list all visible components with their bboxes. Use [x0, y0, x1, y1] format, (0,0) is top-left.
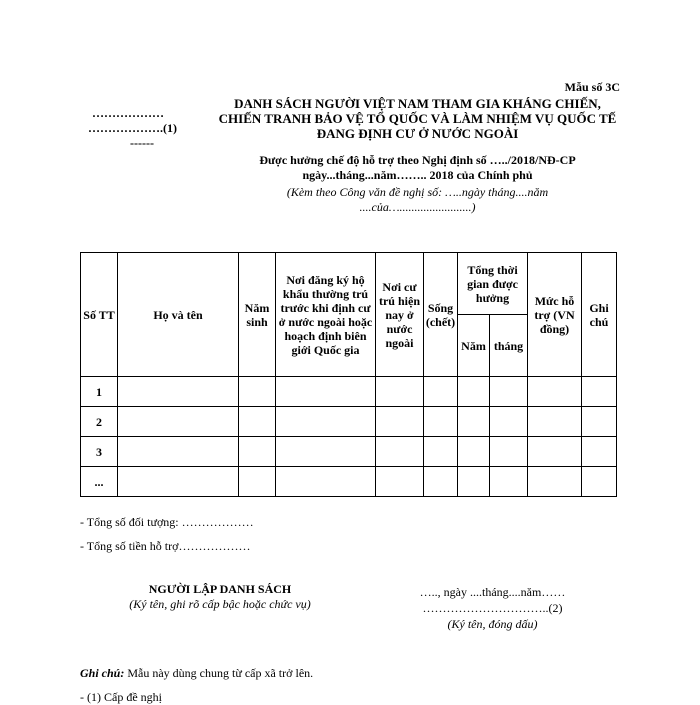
cell-birth-year	[239, 407, 276, 437]
cell-months	[490, 467, 528, 497]
cell-notes	[582, 377, 617, 407]
cell-notes	[582, 467, 617, 497]
table-row	[81, 437, 617, 467]
issuing-agency-block	[80, 106, 210, 151]
header-years: Năm	[458, 315, 490, 377]
note-label: Ghi chú:	[80, 666, 125, 680]
row-number: ...	[81, 467, 118, 497]
cell-prev-residence	[276, 467, 376, 497]
row-number: 1	[81, 377, 118, 407]
cell-current-residence	[376, 437, 424, 467]
header-prev-residence: Nơi đăng ký hộ khẩu thường trú trước khi định cư ở nước ngoài hoặc hoạch định biên giới Quốc gia	[276, 253, 376, 377]
cell-birth-year	[239, 377, 276, 407]
header-months: tháng	[490, 315, 528, 377]
subtitle-line-1: Được hưởng chế độ hỗ trợ theo Nghị định số …../2018/NĐ-CP	[259, 153, 576, 167]
header-current-residence: Nơi cư trú hiện nay ở nước ngoài	[376, 253, 424, 377]
agency-line-2: ……………….(1)	[88, 121, 177, 135]
authority-instruction: (Ký tên, đóng dấu)	[447, 617, 538, 631]
cell-name	[118, 377, 239, 407]
header-alive-dead: Sống (chết)	[424, 253, 458, 377]
cell-current-residence	[376, 407, 424, 437]
cell-prev-residence	[276, 407, 376, 437]
cell-support-amount	[528, 407, 582, 437]
cell-prev-residence	[276, 377, 376, 407]
cell-current-residence	[376, 377, 424, 407]
signature-authority-line: …………………………..(2)	[422, 601, 563, 615]
cell-name	[118, 467, 239, 497]
agency-separator: ------	[130, 136, 154, 150]
cell-current-residence	[376, 467, 424, 497]
recipients-table	[80, 252, 617, 497]
total-support-money: - Tổng số tiền hỗ trợ………………	[80, 539, 251, 553]
form-number: Mẫu số 3C	[564, 80, 620, 94]
cell-alive-dead	[424, 467, 458, 497]
cell-alive-dead	[424, 437, 458, 467]
header-total-time: Tổng thời gian được hưởng	[458, 253, 528, 315]
cell-support-amount	[528, 467, 582, 497]
header-support-amount: Mức hỗ trợ (VN đồng)	[528, 253, 582, 377]
header-birth-year: Năm sinh	[239, 253, 276, 377]
cell-name	[118, 407, 239, 437]
table-row	[81, 407, 617, 437]
cell-prev-residence	[276, 437, 376, 467]
cell-notes	[582, 407, 617, 437]
document-subtitle	[215, 153, 620, 183]
header-stt: Số TT	[81, 253, 118, 377]
row-number: 3	[81, 437, 118, 467]
cell-years	[458, 377, 490, 407]
cell-support-amount	[528, 437, 582, 467]
authority-signature-block	[380, 584, 605, 632]
cell-name	[118, 437, 239, 467]
cell-years	[458, 467, 490, 497]
note-block	[80, 666, 313, 681]
totals-block	[80, 510, 254, 558]
cell-years	[458, 437, 490, 467]
preparer-title: NGƯỜI LẬP DANH SÁCH	[148, 582, 292, 596]
agency-line-1: ………………	[92, 106, 164, 120]
table-row	[81, 377, 617, 407]
cell-years	[458, 407, 490, 437]
row-number: 2	[81, 407, 118, 437]
note-item-1: - (1) Cấp đề nghị	[80, 690, 162, 704]
subtitle-line-2: ngày...tháng...năm…….. 2018 của Chính phủ	[302, 168, 533, 182]
cell-months	[490, 407, 528, 437]
preparer-signature-block	[100, 582, 340, 612]
cell-notes	[582, 437, 617, 467]
cell-months	[490, 437, 528, 467]
header-name: Họ và tên	[118, 253, 239, 377]
preparer-instruction: (Ký tên, ghi rõ cấp bậc hoặc chức vụ)	[129, 597, 311, 611]
cell-alive-dead	[424, 377, 458, 407]
cell-support-amount	[528, 377, 582, 407]
cell-birth-year	[239, 467, 276, 497]
cell-alive-dead	[424, 407, 458, 437]
attachment-note: (Kèm theo Công văn đề nghị số: …..ngày tháng....năm ....của…........................)	[286, 185, 549, 214]
header-notes: Ghi chú	[582, 253, 617, 377]
cell-months	[490, 377, 528, 407]
table-row	[81, 467, 617, 497]
signature-date: ….., ngày ....tháng....năm……	[419, 585, 566, 599]
total-subjects: - Tổng số đối tượng: ………………	[80, 515, 254, 529]
document-title: DANH SÁCH NGƯỜI VIỆT NAM THAM GIA KHÁNG CHIẾN, CHIẾN TRANH BẢO VỆ TỔ QUỐC VÀ LÀM NHIỆM VỤ QUỐC TẾ ĐANG ĐỊNH CƯ Ở NƯỚC NGOÀI	[218, 96, 617, 141]
note-text: Mẫu này dùng chung từ cấp xã trở lên.	[124, 666, 314, 680]
cell-birth-year	[239, 437, 276, 467]
